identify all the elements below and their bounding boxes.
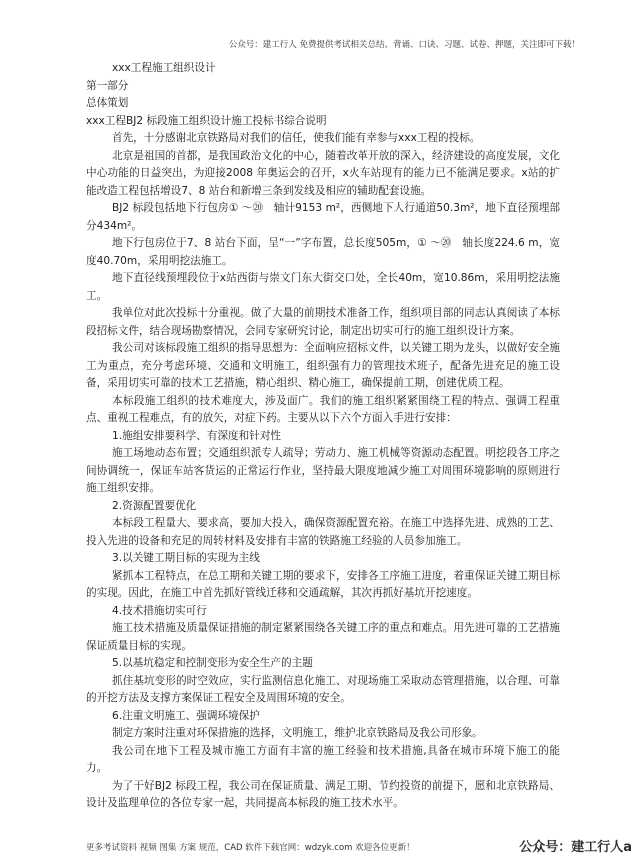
paragraph: 我单位对此次投标十分重视。做了大量的前期技术准备工作，组织项目部的同志认真阅读了本标段招标文件，结合现场勘察情况，会同专家研究讨论，制定出切实可行的施工组织设计方案。 [86,307,560,337]
paragraph: 首先，十分感谢北京铁路局对我们的信任，使我们能有幸参与xxx工程的投标。 [112,132,481,144]
header-note: 公众号：建工行人 免费提供考试相关总结、背诵、口诀、习题、试卷、押题，关注即可下载！ [228,40,580,50]
section-body: 紧抓本工程特点，在总工期和关键工期的要求下，安排各工序施工进度，着重保证关键工期目标的实现。因此，在施工中首先抓好管线迁移和交通疏解，其次再抓好基坑开挖速度。 [86,569,560,599]
watermark: 公众号：建工行人a [519,840,632,855]
document-title: xxx工程施工组织设计 [112,62,216,74]
section-heading: 3.以关键工期目标的实现为主线 [112,552,260,564]
closing-paragraph: 为了干好BJ2 标段工程，我公司在保证质量、满足工期、节约投资的前提下，愿和北京铁路局、设计及监理单位的各位专家一起，共同提高本标段的施工技术水平。 [86,779,560,809]
paragraph: 地下直径线预埋段位于x站西街与崇文门东大街交口处，全长40m，宽10.86m，采用明挖法施工。 [86,272,560,302]
section-label: 总体策划 [86,97,129,109]
paragraph: BJ2 标段包括地下行包房① ～⑳ 轴计9153 m²，西侧地下人行通道50.3m²，地下直径预埋部分434m²。 [86,202,560,232]
section-heading: 1.施组安排要科学、有深度和针对性 [112,429,282,442]
paragraph: 本标段施工组织的技术难度大，涉及面广。我们的施工组织紧紧围绕工程的特点、强调工程重点、重视工程难点，有的放矢，对症下药。主要从以下六个方面入手进行安排： [86,394,560,424]
closing-paragraph: 我公司在地下工程及城市施工方面有丰富的施工经验和技术措施,具备在城市环境下施工的能力。 [86,744,560,774]
section-body: 本标段工程量大、要求高，要加大投入，确保资源配置充裕。在施工中选择先进、成熟的工艺、投入先进的设备和充足的周转材料及安排有丰富的铁路施工经验的人员参加施工。 [86,517,560,547]
section-heading: 6.注重文明施工、强调环境保护 [112,709,260,722]
section-body: 施工技术措施及质量保证措施的制定紧紧围绕各关键工序的重点和难点。用先进可靠的工艺措施保证质量目标的实现。 [86,622,560,652]
document-body [86,60,560,813]
section-heading: 4.技术措施切实可行 [112,604,207,617]
section-body: 抓住基坑变形的时空效应，实行监测信息化施工、对现场施工采取动态管理措施，以合理、可靠的开挖方法及支撑方案保证工程安全及周围环境的安全。 [86,674,560,704]
section-body: 施工场地动态布置；交通组织派专人疏导；劳动力、施工机械等资源动态配置。明挖段各工序之间协调统一，保证车站客货运的正常运行作业，坚持最大限度地减少施工对周围环境影响的原则进行施工组织安排。 [86,447,560,494]
paragraph: 北京是祖国的首都，是我国政治文化的中心，随着改革开放的深入，经济建设的高度发展，文化中心功能的日益突出，为迎接2008 年奥运会的召开，x火车站现有的能力已不能满足要求。x站的扩能改造工程包括增设7、8 站台和新增三条到发线及相应的辅助配套设施。 [86,149,560,197]
paragraph: 我公司对该标段施工组织的指导思想为：全面响应招标文件，以关键工期为龙头，以做好安全施工为重点，充分考虑环境、交通和文明施工，组织强有力的管理技术班子，配备先进充足的施工设备，采用切实可靠的技术工艺措施，精心组织、精心施工，确保提前工期，创建优质工程。 [86,342,560,389]
section-heading: 2.资源配置要优化 [112,499,197,512]
paragraph: 地下行包房位于7、8 站台下面，呈“一”字布置，总长度505m，① ～⑳ 轴长度224.6 m，宽度40.70m，采用明挖法施工。 [86,237,560,267]
section-body: 制定方案时注重对环保措施的选择，文明施工，维护北京铁路局及我公司形象。 [112,727,483,739]
part-label: 第一部分 [86,79,129,92]
section-heading: 5.以基坑稳定和控制变形为安全生产的主题 [112,657,313,669]
footer-note: 更多考试资料 视频 图集 方案 规范，CAD 软件下载官网：wdzyk.com 欢迎各位更新！ [86,843,415,853]
document-subtitle: xxx工程BJ2 标段施工组织设计施工投标书综合说明 [86,114,327,127]
